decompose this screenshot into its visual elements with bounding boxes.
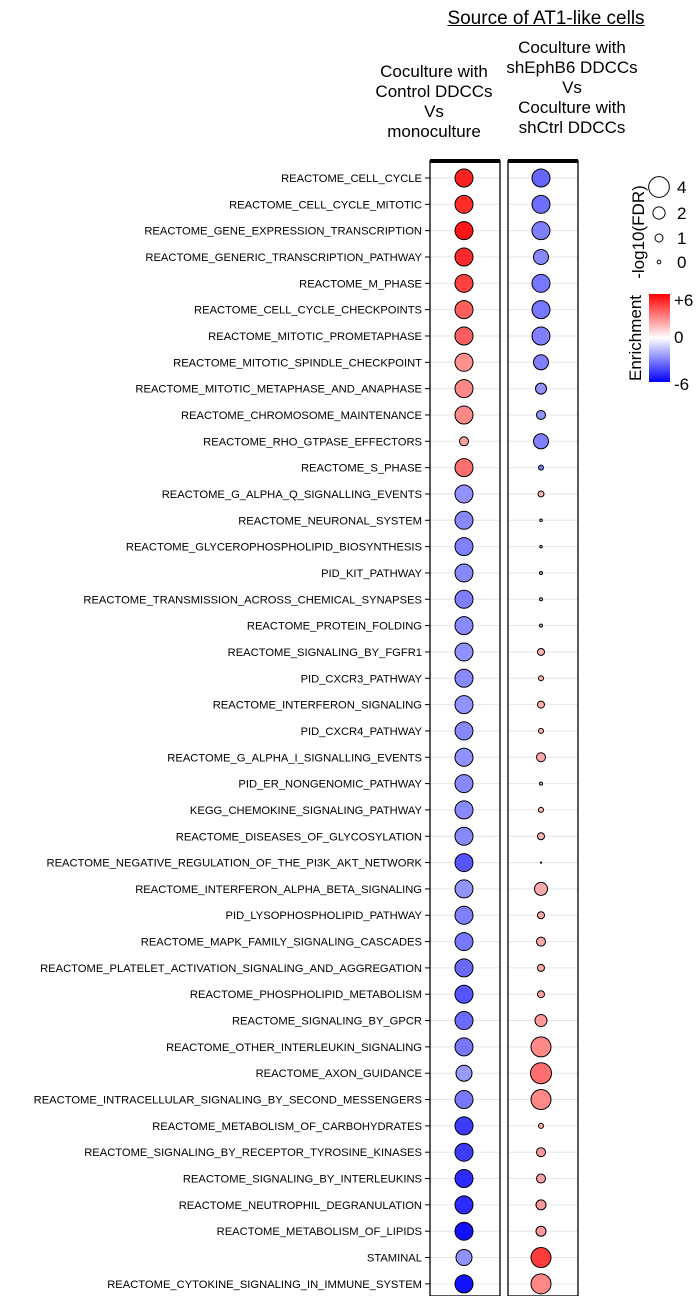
dot — [455, 274, 473, 292]
dot — [455, 1117, 473, 1135]
dot — [536, 383, 547, 394]
dot — [455, 617, 473, 635]
dot — [455, 169, 473, 187]
dot — [455, 643, 473, 661]
category-label: REACTOME_AXON_GUIDANCE — [255, 1068, 422, 1081]
dot — [455, 1275, 473, 1293]
dot — [531, 1090, 551, 1110]
dot — [532, 222, 550, 240]
column-2-header-line: Coculture with — [518, 98, 626, 117]
dot — [535, 882, 548, 895]
dot — [455, 880, 473, 898]
dot — [538, 912, 545, 919]
dot — [532, 327, 550, 345]
dot — [538, 491, 544, 497]
dot — [455, 222, 473, 240]
category-label: REACTOME_DISEASES_OF_GLYCOSYLATION — [175, 831, 422, 844]
size-legend-label: 1 — [677, 229, 687, 248]
category-label: REACTOME_NEUTROPHIL_DEGRANULATION — [178, 1199, 422, 1212]
column-1-header-line: Vs — [424, 102, 444, 121]
dot — [539, 807, 544, 812]
dot — [455, 1143, 473, 1161]
category-label: REACTOME_G_ALPHA_Q_SIGNALLING_EVENTS — [161, 488, 422, 501]
category-label: PID_KIT_PATHWAY — [321, 567, 422, 580]
dot — [539, 1123, 544, 1128]
dot — [537, 410, 546, 419]
category-label: REACTOME_GLYCEROPHOSPHOLIPID_BIOSYNTHESIS — [125, 541, 422, 554]
category-label: REACTOME_GENERIC_TRANSCRIPTION_PATHWAY — [145, 251, 422, 264]
dot — [456, 1250, 472, 1266]
dot — [455, 459, 473, 477]
color-legend-title: Enrichment — [626, 295, 645, 381]
category-label: REACTOME_RHO_GTPASE_EFFECTORS — [203, 436, 422, 449]
dot — [455, 801, 473, 819]
dot — [538, 964, 545, 971]
category-label: REACTOME_PROTEIN_FOLDING — [246, 620, 422, 633]
dot — [455, 748, 473, 766]
category-label: REACTOME_NEGATIVE_REGULATION_OF_THE_PI3K_AKT_NETWORK — [46, 857, 422, 870]
dot — [532, 274, 550, 292]
category-label: REACTOME_CELL_CYCLE_MITOTIC — [229, 199, 422, 212]
dot — [455, 248, 473, 266]
column-2-header-line: shEphB6 DDCCs — [506, 58, 638, 77]
category-label: KEGG_CHEMOKINE_SIGNALING_PATHWAY — [189, 804, 422, 817]
dot — [455, 485, 473, 503]
category-label: REACTOME_METABOLISM_OF_LIPIDS — [216, 1226, 422, 1239]
dot — [537, 753, 546, 762]
category-label: REACTOME_SIGNALING_BY_RECEPTOR_TYROSINE_KINASES — [84, 1147, 422, 1160]
category-label: REACTOME_MAPK_FAMILY_SIGNALING_CASCADES — [140, 936, 422, 949]
dot — [455, 1170, 473, 1188]
dot — [540, 519, 543, 522]
size-legend-label: 4 — [677, 178, 687, 197]
dot — [538, 991, 545, 998]
category-label: PID_CXCR3_PATHWAY — [300, 673, 422, 686]
size-legend-circle — [657, 260, 661, 264]
dot — [455, 1012, 473, 1030]
column-2-header-line: Coculture with — [518, 38, 626, 57]
dot — [532, 195, 550, 213]
dot — [531, 1063, 552, 1084]
category-label: REACTOME_CYTOKINE_SIGNALING_IN_IMMUNE_SYSTEM — [107, 1278, 422, 1291]
dot — [455, 406, 473, 424]
category-label: PID_CXCR4_PATHWAY — [300, 725, 422, 738]
dot — [540, 624, 543, 627]
category-label: REACTOME_INTERFERON_SIGNALING — [212, 699, 422, 712]
dot — [532, 169, 550, 187]
dot — [536, 1200, 546, 1210]
dot — [455, 854, 473, 872]
dot — [534, 355, 549, 370]
dot — [455, 301, 473, 319]
category-label: REACTOME_SIGNALING_BY_GPCR — [231, 1015, 422, 1028]
category-label: REACTOME_TRANSMISSION_ACROSS_CHEMICAL_SYNAPSES — [83, 594, 422, 607]
category-label: REACTOME_GENE_EXPRESSION_TRANSCRIPTION — [144, 225, 422, 238]
category-label: REACTOME_G_ALPHA_I_SIGNALLING_EVENTS — [167, 752, 422, 765]
category-label: REACTOME_INTERFERON_ALPHA_BETA_SIGNALING — [135, 883, 422, 896]
category-label: REACTOME_METABOLISM_OF_CARBOHYDRATES — [152, 1120, 422, 1133]
dot — [539, 728, 544, 733]
dot — [531, 1248, 551, 1268]
column-1-header-line: Control DDCCs — [375, 82, 493, 101]
dot — [455, 538, 473, 556]
dot — [540, 782, 543, 785]
category-label: PID_LYSOPHOSPHOLIPID_PATHWAY — [225, 910, 422, 923]
dot — [540, 598, 543, 601]
dot — [455, 1196, 473, 1214]
color-legend-tick-label: 0 — [674, 328, 684, 347]
dot — [455, 511, 473, 529]
category-label: REACTOME_NEURONAL_SYSTEM — [238, 515, 422, 528]
dot — [455, 722, 473, 740]
dot — [540, 571, 543, 574]
dot — [455, 1091, 473, 1109]
category-label: REACTOME_CELL_CYCLE_CHECKPOINTS — [194, 304, 422, 317]
dot — [540, 545, 543, 548]
dot — [455, 906, 473, 924]
dot — [531, 1274, 551, 1294]
dot — [539, 465, 544, 470]
dot — [455, 985, 473, 1003]
category-label: REACTOME_PLATELET_ACTIVATION_SIGNALING_AND_AGGREGATION — [40, 962, 422, 975]
category-label: STAMINAL — [366, 1252, 422, 1265]
dot — [455, 775, 473, 793]
category-label: REACTOME_SIGNALING_BY_FGFR1 — [227, 646, 422, 659]
dot — [455, 1222, 473, 1240]
category-label: REACTOME_M_PHASE — [299, 278, 422, 291]
chart-title: Source of AT1-like cells — [447, 8, 645, 29]
dot — [537, 937, 546, 946]
category-label: REACTOME_MITOTIC_METAPHASE_AND_ANAPHASE — [135, 383, 422, 396]
category-label: REACTOME_S_PHASE — [300, 462, 422, 475]
size-legend-circle — [653, 207, 665, 219]
column-1-header-line: monoculture — [387, 122, 481, 141]
category-label: REACTOME_CELL_CYCLE — [281, 173, 422, 185]
dot — [537, 1148, 546, 1157]
dot — [532, 301, 550, 319]
dot — [534, 434, 549, 449]
category-label: REACTOME_OTHER_INTERLEUKIN_SIGNALING — [166, 1041, 422, 1054]
category-label: REACTOME_PHOSPHOLIPID_METABOLISM — [189, 989, 422, 1002]
column-1-header-line: Coculture with — [380, 62, 488, 81]
dot — [455, 1038, 473, 1056]
category-label: REACTOME_SIGNALING_BY_INTERLEUKINS — [182, 1173, 422, 1186]
dot — [538, 648, 545, 655]
dot — [537, 1174, 546, 1183]
dot — [538, 701, 545, 708]
dot — [455, 696, 473, 714]
dot — [455, 933, 473, 951]
dot — [539, 676, 544, 681]
dot — [536, 1226, 546, 1236]
size-legend-circle — [655, 234, 663, 242]
dot — [538, 833, 545, 840]
dot — [534, 249, 549, 264]
dot — [456, 1065, 472, 1081]
dot — [455, 959, 473, 977]
size-legend-circle — [649, 177, 670, 198]
dot — [455, 327, 473, 345]
category-label: REACTOME_INTRACELLULAR_SIGNALING_BY_SECOND_MESSENGERS — [33, 1094, 422, 1107]
dot — [455, 669, 473, 687]
size-legend-label: 0 — [677, 253, 687, 272]
dot — [531, 1037, 551, 1057]
category-label: REACTOME_MITOTIC_PROMETAPHASE — [208, 330, 422, 343]
column-2-header-line: Vs — [562, 78, 582, 97]
dot — [455, 353, 473, 371]
dot — [460, 437, 469, 446]
dot — [455, 195, 473, 213]
size-legend-label: 2 — [677, 204, 687, 223]
dot — [455, 590, 473, 608]
dot — [540, 861, 542, 863]
column-2-header-line: shCtrl DDCCs — [518, 118, 626, 137]
dot — [455, 827, 473, 845]
dot — [455, 564, 473, 582]
size-legend-title: -log10(FDR) — [629, 185, 648, 279]
color-legend-bar — [649, 294, 670, 382]
dot — [455, 380, 473, 398]
category-label: PID_ER_NONGENOMIC_PATHWAY — [238, 778, 422, 791]
category-label: REACTOME_CHROMOSOME_MAINTENANCE — [181, 409, 422, 422]
dot — [535, 1015, 547, 1027]
color-legend-tick-label: -6 — [674, 375, 690, 394]
color-legend-tick-label: +6 — [674, 291, 694, 310]
category-label: REACTOME_MITOTIC_SPINDLE_CHECKPOINT — [173, 357, 422, 370]
